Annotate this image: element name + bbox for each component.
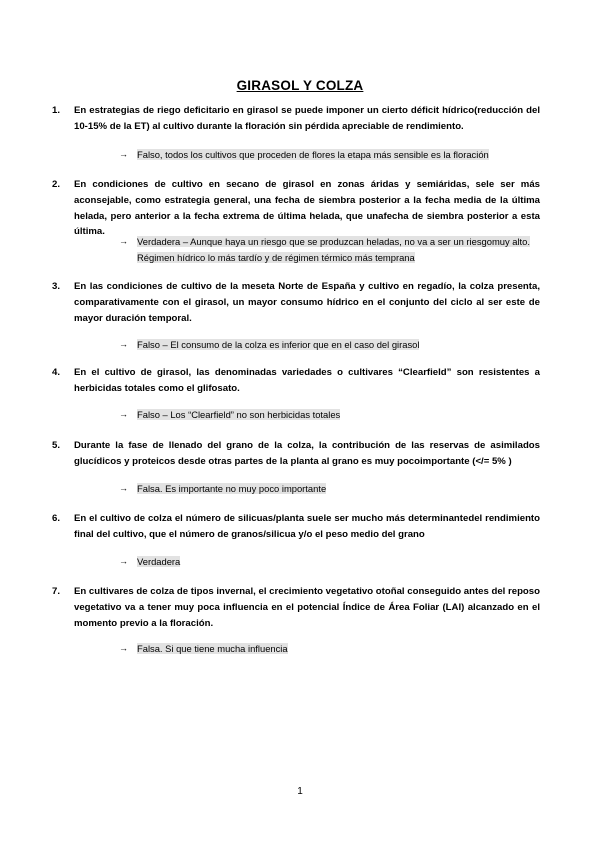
question-number: 1. <box>52 105 61 116</box>
question-6 <box>52 511 540 543</box>
answer-text: Falsa. Es importante no muy poco importante <box>137 483 327 494</box>
arrow-icon: → <box>119 643 128 653</box>
question-number: 3. <box>52 281 61 292</box>
arrow-icon: → <box>119 409 128 419</box>
arrow-icon: → <box>119 556 128 566</box>
question-text: En el cultivo de girasol, las denominadas variedades o cultivares “Clearfield” son resistentes a herbicidas totales como el glifosato. <box>74 367 540 394</box>
answer-text: Verdadera <box>137 556 181 567</box>
arrow-icon: → <box>119 339 128 349</box>
question-text: En cultivares de colza de tipos invernal, el crecimiento vegetativo otoñal conseguido antes del reposo vegetativo va a tener muy poca influencia en el potencial Índice de Área Foliar (LAI) alcanzado en el momento previo a la floración. <box>74 586 540 629</box>
question-number: 5. <box>52 440 61 451</box>
question-text: En las condiciones de cultivo de la meseta Norte de España y cultivo en regadío, la colza presenta, comparativamente con el girasol, un mayor consumo hídrico en el conjunto del ciclo al ser este de mayor duración temporal. <box>74 281 540 324</box>
question-1 <box>52 103 540 135</box>
question-5 <box>52 438 540 470</box>
arrow-icon: → <box>119 149 128 159</box>
answer-text: Verdadera – Aunque haya un riesgo que se produzcan heladas, no va a ser un riesgomuy alto. Régimen hídrico lo más tardío y de régimen térmico más temprana <box>137 236 530 263</box>
answer-text: Falso – Los “Clearfield” no son herbicidas totales <box>137 409 341 420</box>
question-number: 4. <box>52 367 61 378</box>
question-number: 6. <box>52 513 61 524</box>
arrow-icon: → <box>119 236 128 246</box>
page-title: GIRASOL Y COLZA <box>236 78 364 93</box>
answer-text: Falso, todos los cultivos que proceden de flores la etapa más sensible es la floración <box>137 149 489 160</box>
arrow-icon: → <box>119 483 128 493</box>
answer-7 <box>119 641 539 657</box>
answer-text: Falsa. Si que tiene mucha influencia <box>137 643 288 654</box>
answer-6 <box>119 554 539 570</box>
answer-2 <box>119 234 539 266</box>
answer-text: Falso – El consumo de la colza es inferior que en el caso del girasol <box>137 339 420 350</box>
question-number: 7. <box>52 586 61 597</box>
question-7 <box>52 584 540 631</box>
question-text: En el cultivo de colza el número de silicuas/planta suele ser mucho más determinantedel rendimiento final del cultivo, que el número de granos/silicua y/o el peso medio del grano <box>74 513 540 540</box>
page-number: 1 <box>297 786 303 797</box>
question-2 <box>52 177 540 240</box>
answer-3 <box>119 337 539 353</box>
answer-5 <box>119 481 539 497</box>
question-text: En condiciones de cultivo en secano de girasol en zonas áridas y semiáridas, sele ser más aconsejable, como estrategia general, una fecha de siembra posterior a la fecha media de la última helada, pero anterior a la fecha extrema de última helada, que unafecha de siembra posterior a esta última. <box>74 179 540 238</box>
question-number: 2. <box>52 179 61 190</box>
question-text: Durante la fase de llenado del grano de la colza, la contribución de las reservas de asimilados glucídicos y proteicos desde otras partes de la planta al grano es muy pocoimportante (</= 5% ) <box>74 440 540 467</box>
answer-4 <box>119 407 539 423</box>
question-text: En estrategias de riego deficitario en girasol se puede imponer un cierto déficit hídrico(reducción del 10-15% de la ET) al cultivo durante la floración sin pérdida apreciable de rendimiento. <box>74 105 540 132</box>
question-4 <box>52 365 540 397</box>
answer-1 <box>119 147 539 163</box>
question-3 <box>52 279 540 326</box>
